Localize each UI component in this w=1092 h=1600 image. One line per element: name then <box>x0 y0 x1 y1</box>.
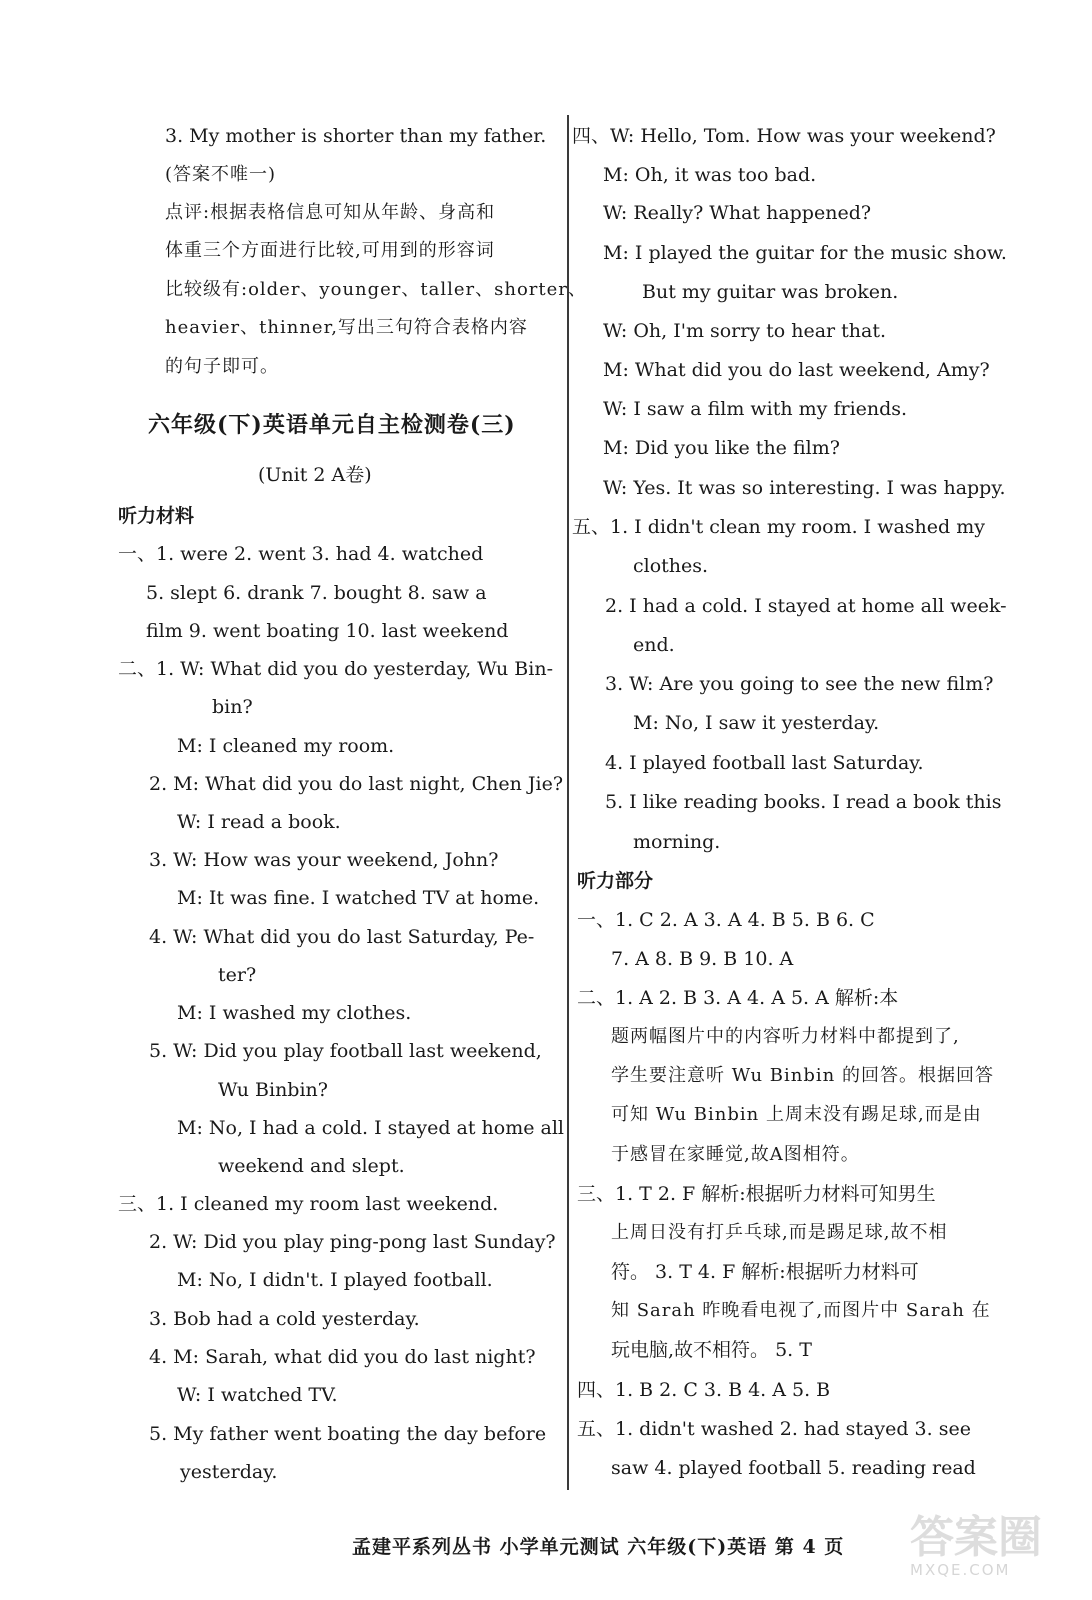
left-text-line: 5. W: Did you play football last weekend, <box>149 1040 542 1062</box>
left-text-line: 5. slept 6. drank 7. bought 8. saw a <box>146 582 487 604</box>
left-text-line: M: No, I had a cold. I stayed at home all <box>177 1117 565 1139</box>
right-text-line: W: Oh, I'm sorry to hear that. <box>603 320 887 342</box>
right-text-line: W: Yes. It was so interesting. I was happy. <box>603 477 1006 499</box>
test-subtitle: (Unit 2 A卷) <box>258 464 372 486</box>
right-text-line: 玩电脑,故不相符。 5. T <box>611 1339 812 1361</box>
left-text-line: 二、1. W: What did you do yesterday, Wu Bin- <box>118 658 553 680</box>
right-text-line: 2. I had a cold. I stayed at home all week- <box>605 595 1007 617</box>
left-text-line: 3. W: How was your weekend, John? <box>149 849 499 871</box>
left-text-line: ter? <box>218 964 257 986</box>
right-text-line: M: I played the guitar for the music show. <box>603 242 1007 264</box>
left-text-line: M: It was fine. I watched TV at home. <box>177 887 540 909</box>
right-text-line: M: What did you do last weekend, Amy? <box>603 359 990 381</box>
left-text-line: film 9. went boating 10. last weekend <box>146 620 509 642</box>
left-text-line: W: I read a book. <box>177 811 341 833</box>
right-text-line: 二、1. A 2. B 3. A 4. A 5. A 解析:本 <box>577 987 899 1009</box>
right-text-line: 上周日没有打乒乓球,而是踢足球,故不相 <box>611 1222 948 1243</box>
watermark-text: 答案圈 <box>910 1512 1042 1563</box>
right-text-line: W: Really? What happened? <box>603 202 872 224</box>
right-text-line: 三、1. T 2. F 解析:根据听力材料可知男生 <box>577 1183 936 1205</box>
left-text-line: 3. My mother is shorter than my father. <box>165 125 547 147</box>
left-text-line: 3. Bob had a cold yesterday. <box>149 1308 420 1330</box>
left-text-line: (答案不唯一) <box>165 164 277 185</box>
left-text-line: 2. M: What did you do last night, Chen Jie? <box>149 773 564 795</box>
left-text-line: yesterday. <box>180 1461 278 1483</box>
test-title: 六年级(下)英语单元自主检测卷(三) <box>148 412 516 438</box>
right-text-line: M: No, I saw it yesterday. <box>633 712 880 734</box>
left-text-line: 5. My father went boating the day before <box>149 1423 547 1445</box>
right-text-line: But my guitar was broken. <box>642 281 899 303</box>
right-text-line: clothes. <box>633 555 709 577</box>
right-text-line: 四、W: Hello, Tom. How was your weekend? <box>572 125 996 147</box>
right-text-line: 7. A 8. B 9. B 10. A <box>611 948 794 970</box>
left-text-line: 的句子即可。 <box>165 356 279 377</box>
left-text-line: 体重三个方面进行比较,可用到的形容词 <box>165 240 495 261</box>
left-text-line: 2. W: Did you play ping-pong last Sunday? <box>149 1231 556 1253</box>
column-divider <box>567 115 569 1490</box>
right-text-line: 于感冒在家睡觉,故A图相符。 <box>611 1144 860 1165</box>
right-text-line: 4. I played football last Saturday. <box>605 752 924 774</box>
right-text-line: 五、1. didn't washed 2. had stayed 3. see <box>577 1418 971 1440</box>
right-text-line: W: I saw a film with my friends. <box>603 398 908 420</box>
section-header-listening-part: 听力部分 <box>577 870 654 892</box>
right-text-line: 知 Sarah 昨晚看电视了,而图片中 Sarah 在 <box>611 1300 991 1321</box>
left-text-line: Wu Binbin? <box>218 1079 328 1101</box>
right-text-line: M: Oh, it was too bad. <box>603 164 817 186</box>
page-footer: 孟建平系列丛书 小学单元测试 六年级(下)英语 第 4 页 <box>352 1536 845 1558</box>
left-text-line: M: I washed my clothes. <box>177 1002 412 1024</box>
right-text-line: 5. I like reading books. I read a book this <box>605 791 1002 813</box>
right-text-line: 学生要注意听 Wu Binbin 的回答。根据回答 <box>611 1065 994 1086</box>
right-text-line: 五、1. I didn't clean my room. I washed my <box>572 516 985 538</box>
right-text-line: 四、1. B 2. C 3. B 4. A 5. B <box>577 1379 831 1401</box>
right-text-line: 一、1. C 2. A 3. A 4. B 5. B 6. C <box>577 909 875 931</box>
left-text-line: weekend and slept. <box>218 1155 405 1177</box>
left-text-line: 比较级有:older、younger、taller、shorter、 <box>165 279 587 300</box>
left-text-line: 4. W: What did you do last Saturday, Pe- <box>149 926 535 948</box>
left-text-line: M: I cleaned my room. <box>177 735 395 757</box>
left-text-line: 点评:根据表格信息可知从年龄、身高和 <box>165 202 496 223</box>
right-text-line: 题两幅图片中的内容听力材料中都提到了, <box>611 1026 960 1047</box>
left-text-line: heavier、thinner,写出三句符合表格内容 <box>165 317 528 338</box>
left-text-line: 4. M: Sarah, what did you do last night? <box>149 1346 536 1368</box>
right-text-line: 可知 Wu Binbin 上周末没有踢足球,而是由 <box>611 1104 982 1125</box>
left-text-line: M: No, I didn't. I played football. <box>177 1269 493 1291</box>
right-text-line: 3. W: Are you going to see the new film? <box>605 673 994 695</box>
left-text-line: 三、1. I cleaned my room last weekend. <box>118 1193 499 1215</box>
left-text-line: bin? <box>212 696 253 718</box>
watermark-logo <box>910 1512 1042 1579</box>
section-header-listening-material: 听力材料 <box>118 505 195 527</box>
left-text-line: 一、1. were 2. went 3. had 4. watched <box>118 543 484 565</box>
right-text-line: morning. <box>633 831 721 853</box>
right-text-line: 符。 3. T 4. F 解析:根据听力材料可 <box>611 1261 919 1283</box>
left-text-line: W: I watched TV. <box>177 1384 338 1406</box>
right-text-line: M: Did you like the film? <box>603 437 840 459</box>
right-text-line: saw 4. played football 5. reading read <box>611 1457 976 1479</box>
right-text-line: end. <box>633 634 675 656</box>
watermark-url: MXQE.COM <box>910 1561 1011 1579</box>
